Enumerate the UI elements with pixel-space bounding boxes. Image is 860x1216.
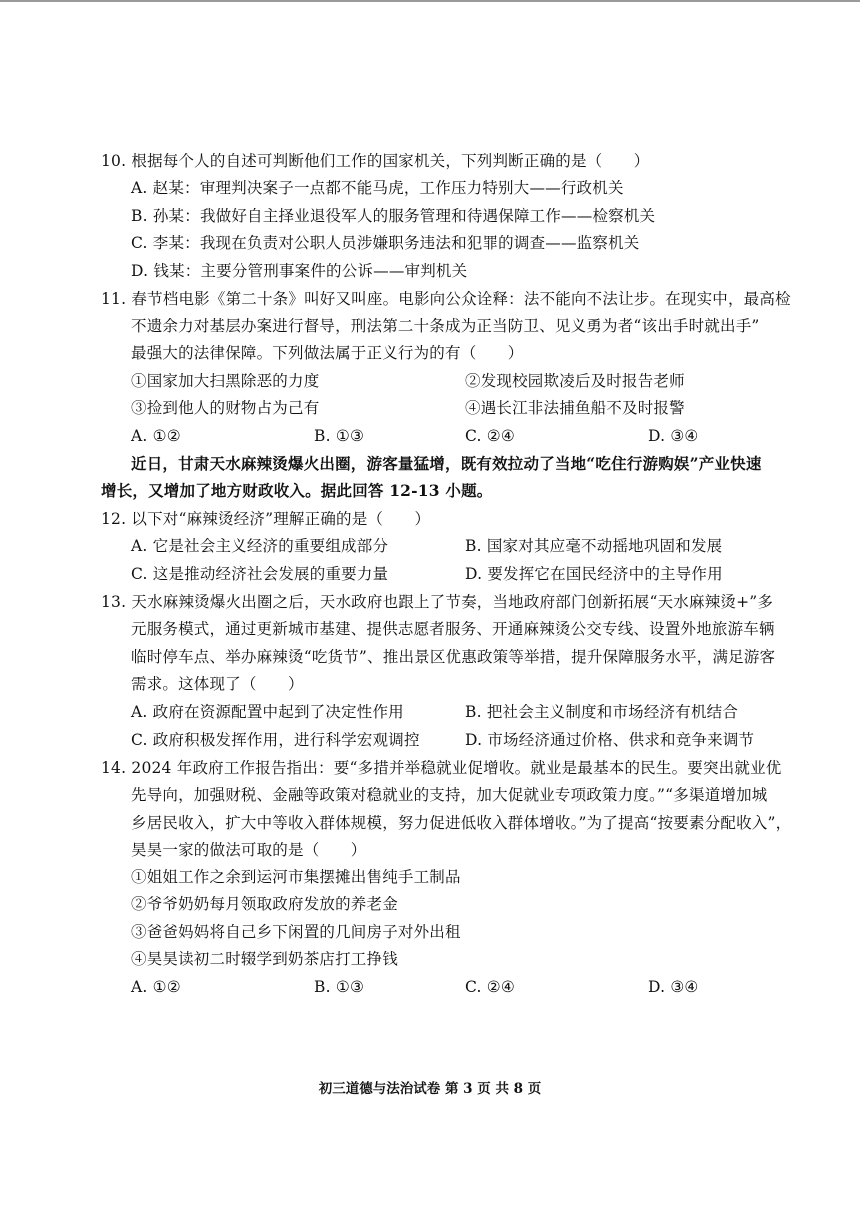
q14-item-2: ②爷爷奶奶每月领取政府发放的养老金 <box>131 895 398 913</box>
q11-option-d: D. ③④ <box>648 427 699 445</box>
q11-option-c: C. ②④ <box>465 427 515 445</box>
q13-option-d: D. 市场经济通过价格、供求和竞争来调节 <box>465 731 755 749</box>
q11-item-1: ①国家加大扫黑除恶的力度 <box>131 372 320 390</box>
q11-item-3: ③捡到他人的财物占为己有 <box>131 399 320 417</box>
q12-option-a: A. 它是社会主义经济的重要组成部分 <box>131 537 389 555</box>
q13-stem-line2: 元服务模式，通过更新城市基建、提供志愿者服务、开通麻辣烫公交专线、设置外地旅游车辆 <box>131 620 775 638</box>
q11-item-4: ④遇长江非法捕鱼船不及时报警 <box>465 399 685 417</box>
q14-option-d: D. ③④ <box>648 978 699 996</box>
q13-option-c: C. 政府积极发挥作用，进行科学宏观调控 <box>131 731 420 749</box>
material-line1: 近日，甘肃天水麻辣烫爆火出圈，游客量猛增，既有效拉动了当地“吃住行游购娱”产业快速 <box>131 454 762 473</box>
q13-stem-line4: 需求。这体现了（ ） <box>131 675 304 693</box>
q11-stem-line2: 不遗余力对基层办案进行督导，刑法第二十条成为正当防卫、见义勇为者“该出手时就出手” <box>131 317 760 335</box>
q14-option-a: A. ①② <box>131 978 181 996</box>
q13-stem-line1: 13. 天水麻辣烫爆火出圈之后，天水政府也跟上了节奏，当地政府部门创新拓展“天水麻辣烫+”多 <box>101 593 774 611</box>
q14-stem-line4: 昊昊一家的做法可取的是（ ） <box>131 841 367 859</box>
q11-option-a: A. ①② <box>131 427 181 445</box>
q14-item-4: ④昊昊读初二时辍学到奶茶店打工挣钱 <box>131 950 398 968</box>
q14-option-c: C. ②④ <box>465 978 515 996</box>
material-line2: 增长，又增加了地方财政收入。据此回答 12-13 小题。 <box>101 481 493 500</box>
q12-option-d: D. 要发挥它在国民经济中的主导作用 <box>465 565 723 583</box>
q11-stem-line3: 最强大的法律保障。下列做法属于正义行为的有（ ） <box>131 344 524 362</box>
q14-item-3: ③爸爸妈妈将自己乡下闲置的几间房子对外出租 <box>131 923 461 941</box>
q10-option-b: B. 孙某：我做好自主择业退役军人的服务管理和待遇保障工作——检察机关 <box>131 207 656 225</box>
q11-stem-line1: 11. 春节档电影《第二十条》叫好又叫座。电影向公众诠释：法不能向不法让步。在现实中，最高检 <box>101 290 791 308</box>
q14-stem-line2: 先导向，加强财税、金融等政策对稳就业的支持，加大促就业专项政策力度。”“多渠道增加城 <box>131 786 768 804</box>
q12-option-c: C. 这是推动经济社会发展的重要力量 <box>131 565 389 583</box>
q13-option-a: A. 政府在资源配置中起到了决定性作用 <box>131 703 404 721</box>
q10-option-c: C. 李某：我现在负责对公职人员涉嫌职务违法和犯罪的调查——监察机关 <box>131 234 640 252</box>
q10-option-a: A. 赵某：审理判决案子一点都不能马虎，工作压力特别大——行政机关 <box>131 179 624 197</box>
q14-stem-line3: 乡居民收入，扩大中等收入群体规模，努力促进低收入群体增收。”为了提高“按要素分配收入”， <box>131 814 792 832</box>
q14-stem-line1: 14. 2024 年政府工作报告指出：要“多措并举稳就业促增收。就业是最基本的民生。要突出就业优 <box>101 759 782 777</box>
q10-stem: 10. 根据每个人的自述可判断他们工作的国家机关，下列判断正确的是（ ） <box>101 152 650 170</box>
q13-stem-line3: 临时停车点、举办麻辣烫“吃货节”、推出景区优惠政策等举措，提升保障服务水平，满足游客 <box>131 648 776 666</box>
q12-stem: 12. 以下对“麻辣烫经济”理解正确的是（ ） <box>101 510 431 528</box>
q13-option-b: B. 把社会主义制度和市场经济有机结合 <box>465 703 739 721</box>
q14-option-b: B. ①③ <box>314 978 365 996</box>
q14-item-1: ①姐姐工作之余到运河市集摆摊出售纯手工制品 <box>131 868 461 886</box>
q11-option-b: B. ①③ <box>314 427 365 445</box>
q11-item-2: ②发现校园欺凌后及时报告老师 <box>465 372 685 390</box>
q12-option-b: B. 国家对其应毫不动摇地巩固和发展 <box>465 537 723 555</box>
q10-option-d: D. 钱某：主要分管刑事案件的公诉——审判机关 <box>131 262 468 280</box>
page-footer: 初三道德与法治试卷 第 3 页 共 8 页 <box>318 1081 542 1097</box>
